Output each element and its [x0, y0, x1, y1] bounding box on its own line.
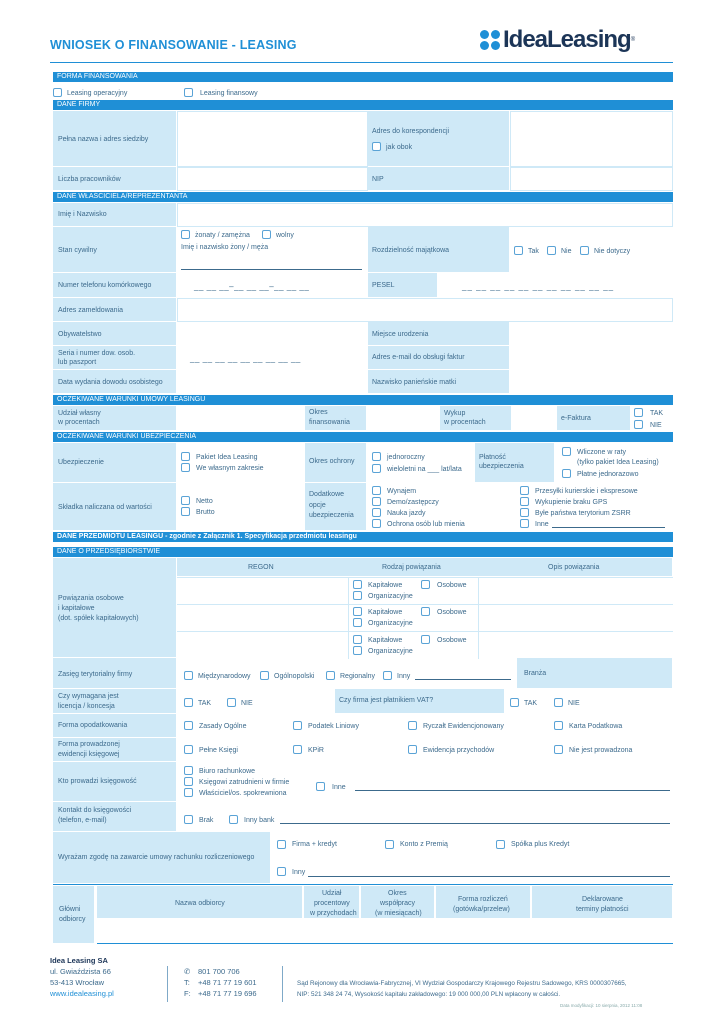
kto-inne-line[interactable]: [355, 790, 670, 791]
osob-1-checkbox[interactable]: [421, 580, 430, 589]
label-wykup-1: Wykup: [444, 410, 466, 417]
label-seria-1: Seria i numer dow. osob.: [58, 350, 136, 357]
wlasciciel-checkbox[interactable]: [184, 788, 193, 797]
label-nie-dotyczy: Nie dotyczy: [594, 248, 631, 255]
label-kap-2: Kapitałowe: [368, 609, 403, 616]
footer-street: ul. Gwiaździsta 66: [50, 967, 111, 976]
header-okres-2: współpracy: [380, 900, 416, 907]
label-ewidencja-2: ewidencji księgowej: [58, 751, 120, 758]
header-udzial-3: w przychodach: [310, 910, 357, 917]
inny-zasieg-line[interactable]: [415, 679, 511, 680]
label-stan: Stan cywilny: [58, 247, 97, 254]
section-header-umowa: OCZEKIWANE WARUNKI UMOWY LEASINGU: [53, 395, 673, 405]
label-tak: Tak: [528, 248, 539, 255]
kap-3-checkbox[interactable]: [353, 635, 362, 644]
platne-checkbox[interactable]: [562, 469, 571, 478]
correspondence-address-field[interactable]: [510, 111, 673, 167]
label-wymagana-1: Czy wymagana jest: [58, 693, 119, 700]
label-wymagana-2: licencja / koncesja: [58, 703, 115, 710]
kto-inne-checkbox[interactable]: [316, 782, 325, 791]
label-zgoda: Wyrażam zgodę na zawarcie umowy rachunku rozliczeniowego: [58, 854, 255, 861]
label-cell: [368, 111, 510, 167]
label-kap-1: Kapitałowe: [368, 582, 403, 589]
efaktura-nie-checkbox[interactable]: [634, 420, 643, 429]
label-ef-nie: NIE: [650, 422, 662, 429]
label-seria-2: lub paszport: [58, 359, 97, 366]
label-vat-nie: NIE: [568, 700, 580, 707]
wieloletni-checkbox[interactable]: [372, 464, 381, 473]
label-forma-opodatkowania: Forma opodatkowania: [58, 722, 128, 729]
nauka-checkbox[interactable]: [372, 508, 381, 517]
footer-www-link[interactable]: www.idealeasing.pl: [50, 989, 114, 998]
jednoroczny-checkbox[interactable]: [372, 452, 381, 461]
miedz-checkbox[interactable]: [184, 671, 193, 680]
liniowy-checkbox[interactable]: [293, 721, 302, 730]
header-forma-2: (gotówka/przelew): [453, 906, 510, 913]
table-top-rule: [53, 884, 673, 885]
label-nauka: Nauka jazdy: [387, 510, 426, 517]
ksiegowi-checkbox[interactable]: [184, 777, 193, 786]
rozdz-niedot-checkbox[interactable]: [580, 246, 589, 255]
label-cell: [368, 167, 510, 191]
label-udzial-1: Udział własny: [58, 410, 101, 417]
label-brutto: Brutto: [196, 509, 215, 516]
label-platne: Płatne jednorazowo: [577, 471, 639, 478]
label-zasieg: Zasięg terytorialny firmy: [58, 671, 133, 678]
phone-field[interactable]: __ __ __–__ __ __–__ __ __: [194, 282, 310, 291]
label-wliczone-2: (tylko pakiet Idea Leasing): [577, 459, 659, 466]
pelne-checkbox[interactable]: [184, 745, 193, 754]
kap-2-checkbox[interactable]: [353, 607, 362, 616]
label-osob-3: Osobowe: [437, 637, 467, 644]
header-deklarowane-2: terminy płatności: [576, 906, 629, 913]
label-wykup-2: w procentach: [444, 419, 486, 426]
label-pesel: PESEL: [372, 282, 395, 289]
label-wieloletni: wieloletni na ___ lat/lata: [387, 466, 462, 473]
kap-1-checkbox[interactable]: [353, 580, 362, 589]
label-licencja-nie: NIE: [241, 700, 253, 707]
label-powiazania-1: Powiązania osobowe: [58, 595, 124, 602]
label-ewid-przych: Ewidencja przychodów: [423, 747, 495, 754]
label-email: Adres e-mail do obsługi faktur: [372, 354, 465, 361]
label-wliczone-1: Wliczone w raty: [577, 449, 627, 456]
label-kontakt-1: Kontakt do księgowości: [58, 807, 132, 814]
ochrona-checkbox[interactable]: [372, 519, 381, 528]
pakiet-checkbox[interactable]: [181, 452, 190, 461]
idea-leasing-logo: IdeaLeasing ®: [480, 26, 635, 54]
label-ryczalt: Ryczałt Ewidencjonowany: [423, 723, 504, 730]
id-number-field[interactable]: __ __ __ __ __ __ __ __ __: [190, 354, 301, 363]
label-ochrona: Ochrona osób lub mienia: [387, 521, 465, 528]
label-ogolno: Ogólnopolski: [274, 673, 315, 680]
vat-tak-checkbox[interactable]: [510, 698, 519, 707]
spolka-plus-checkbox[interactable]: [496, 840, 505, 849]
footer-divider-2: [282, 966, 283, 1002]
employees-field[interactable]: [177, 167, 368, 191]
label-data-dowodu: Data wydania dowodu osobistego: [58, 379, 163, 386]
label-skladka: Składka naliczana od wartości: [58, 504, 152, 511]
label-zameldowanie: Adres zameldowania: [58, 307, 123, 314]
label-ef-tak: TAK: [650, 410, 664, 417]
label-konto-premia: Konto z Premią: [400, 841, 448, 848]
label-wlasny: We własnym zakresie: [196, 465, 264, 472]
wliczone-checkbox[interactable]: [562, 447, 571, 456]
full-name-field[interactable]: [177, 203, 673, 227]
header-forma-1: Forma rozliczeń: [458, 896, 508, 903]
label-kto: Kto prowadzi księgowość: [58, 778, 137, 785]
label-karta: Karta Podatkowa: [569, 723, 623, 730]
wlasny-checkbox[interactable]: [181, 463, 190, 472]
label-osob-2: Osobowe: [437, 609, 467, 616]
osob-2-checkbox[interactable]: [421, 607, 430, 616]
licencja-tak-checkbox[interactable]: [184, 698, 193, 707]
efaktura-tak-checkbox[interactable]: [634, 408, 643, 417]
org-1-checkbox[interactable]: [353, 591, 362, 600]
section-header-ubezpieczenie: OCZEKIWANE WARUNKI UBEZPIECZENIA: [53, 432, 673, 442]
top-divider: [50, 62, 673, 63]
label-inny-bank: Inny bank: [244, 817, 275, 824]
inny-zasieg-checkbox[interactable]: [383, 671, 392, 680]
label-single: wolny: [276, 232, 294, 239]
header-okres-3: (w miesiącach): [375, 910, 422, 917]
zasady-checkbox[interactable]: [184, 721, 193, 730]
label-biuro: Biuro rachunkowe: [199, 768, 256, 775]
brak-checkbox[interactable]: [184, 815, 193, 824]
label-region: Regionalny: [340, 673, 376, 680]
ryczalt-checkbox[interactable]: [408, 721, 417, 730]
label-osob-1: Osobowe: [437, 582, 467, 589]
firma-kredyt-checkbox[interactable]: [277, 840, 286, 849]
label-brak: Brak: [199, 817, 214, 824]
ewid-przych-checkbox[interactable]: [408, 745, 417, 754]
leasing-operacyjny-checkbox[interactable]: [53, 88, 62, 97]
kpir-checkbox[interactable]: [293, 745, 302, 754]
footer-legal-2: NIP: 521 348 24 74, Wysokość kapitału zakładowego: 19 000 000,00 PLN wpłacony w całości.: [297, 991, 561, 998]
zsrr-checkbox[interactable]: [520, 508, 529, 517]
vat-nie-checkbox[interactable]: [554, 698, 563, 707]
label-married: żonaty / zamężna: [195, 232, 250, 239]
brutto-checkbox[interactable]: [181, 507, 190, 516]
label-same-address: jak obok: [386, 144, 413, 151]
label-org-2: Organizacyjne: [368, 620, 413, 627]
label-zgoda-inny: Inny: [292, 869, 306, 876]
label-powiazania-2: i kapitałowe: [58, 605, 95, 612]
inne-checkbox[interactable]: [520, 519, 529, 528]
married-checkbox[interactable]: [181, 230, 190, 239]
ogolno-checkbox[interactable]: [260, 671, 269, 680]
label-glowni-1: Główni: [59, 906, 81, 913]
licencja-nie-checkbox[interactable]: [227, 698, 236, 707]
rozdz-nie-checkbox[interactable]: [547, 246, 556, 255]
label-udzial-2: w procentach: [58, 419, 100, 426]
label-platnosc-1: Płatność: [479, 454, 506, 461]
label-branza: Branża: [524, 670, 547, 677]
org-2-checkbox[interactable]: [353, 618, 362, 627]
footer-t-label: T:: [184, 978, 190, 987]
gps-checkbox[interactable]: [520, 497, 529, 506]
col-opis: Opis powiązania: [548, 564, 600, 571]
label-firma-kredyt: Firma + kredyt: [292, 841, 337, 848]
leasing-finansowy-label: Leasing finansowy: [200, 90, 258, 97]
label-org-3: Organizacyjne: [368, 648, 413, 655]
col-rodzaj: Rodzaj powiązania: [382, 564, 441, 571]
label-nieprowadzona: Nie jest prowadzona: [569, 747, 633, 754]
header-nazwa: Nazwa odbiorcy: [175, 900, 225, 907]
label-zasady: Zasady Ogólne: [199, 723, 247, 730]
label-netto: Netto: [196, 498, 213, 505]
label-pelne: Pełne Księgi: [199, 747, 238, 754]
label-nip: NIP: [372, 176, 384, 183]
footer-phone: 801 700 706: [198, 967, 240, 976]
label-org-1: Organizacyjne: [368, 593, 413, 600]
label-correspondence: Adres do korespondencji: [372, 128, 450, 135]
kontakt-line[interactable]: [280, 823, 670, 824]
label-spolka-plus: Spółka plus Kredyt: [511, 841, 570, 848]
same-address-checkbox[interactable]: [372, 142, 381, 151]
label-employees: Liczba pracowników: [58, 176, 121, 183]
section-header-forma: FORMA FINANSOWANIA: [53, 72, 673, 82]
konto-premia-checkbox[interactable]: [385, 840, 394, 849]
nieprowadzona-checkbox[interactable]: [554, 745, 563, 754]
section-header-wlasciciel: DANE WŁAŚCICIELA/REPREZENTANTA: [53, 192, 673, 202]
przesylki-checkbox[interactable]: [520, 486, 529, 495]
org-3-checkbox[interactable]: [353, 646, 362, 655]
label-liniowy: Podatek Liniowy: [308, 723, 359, 730]
label-zsrr: Byłe państwa terytorium ZSRR: [535, 510, 631, 517]
page-title: WNIOSEK O FINANSOWANIE - LEASING: [50, 38, 297, 52]
footer-contacts: [184, 966, 257, 999]
label-pakiet: Pakiet Idea Leasing: [196, 454, 258, 461]
footer-legal-1: Sąd Rejonowy dla Wrocławia-Fabrycznej, VI Wydział Gospodarczy Krajowego Rejestru Sadowego, KRS 0000307665,: [297, 980, 627, 987]
col-regon: REGON: [248, 564, 274, 571]
footer-city: 53-413 Wrocław: [50, 978, 105, 987]
leasing-operacyjny-label: Leasing operacyjny: [67, 90, 128, 97]
leasing-finansowy-checkbox[interactable]: [184, 88, 193, 97]
footer-modified: Data modyfikacji: 10 sierpnia, 2012 11:08: [560, 1003, 643, 1008]
logo-dots-icon: [480, 30, 500, 50]
label-company-name: Pełna nazwa i adres siedziby: [58, 136, 149, 143]
label-inne: Inne: [535, 521, 549, 528]
label-ewidencja-1: Forma prowadzonej: [58, 741, 120, 748]
netto-checkbox[interactable]: [181, 496, 190, 505]
label-przesylki: Przesyłki kurierskie i ekspresowe: [535, 488, 638, 495]
header-deklarowane-1: Deklarowane: [582, 896, 623, 903]
label-ubezpieczenie: Ubezpieczenie: [58, 459, 104, 466]
section-header-przedsiebiorstwo: DANE O PRZEDSIĘBIORSTWIE: [53, 547, 673, 557]
label-platnosc-2: ubezpieczenia: [479, 463, 524, 470]
header-udzial-1: Udział: [322, 890, 342, 897]
label-phone: Numer telefonu komórkowego: [58, 282, 152, 289]
inne-line[interactable]: [552, 527, 665, 528]
region-checkbox[interactable]: [326, 671, 335, 680]
demo-checkbox[interactable]: [372, 497, 381, 506]
footer-f-label: F:: [184, 989, 191, 998]
label-vat-tak: TAK: [524, 700, 538, 707]
label-glowni-2: odbiorcy: [59, 916, 86, 923]
osob-3-checkbox[interactable]: [421, 635, 430, 644]
label-kto-inne: Inne: [332, 784, 346, 791]
label-kap-3: Kapitałowe: [368, 637, 403, 644]
label-powiazania-3: (dot. spółek kapitałowych): [58, 615, 139, 622]
label-ksiegowi: Księgowi zatrudnieni w firmie: [199, 779, 290, 786]
wynajem-checkbox[interactable]: [372, 486, 381, 495]
label-dodatkowe-3: ubezpieczenia: [309, 512, 354, 519]
label-miejsce: Miejsce urodzenia: [372, 331, 429, 338]
company-name-field[interactable]: [177, 111, 368, 167]
zgoda-inny-line[interactable]: [308, 876, 670, 877]
label-kpir: KPiR: [308, 747, 324, 754]
phone-icon: ✆: [184, 967, 191, 976]
label-obywatelstwo: Obywatelstwo: [58, 331, 102, 338]
label-licencja-tak: TAK: [198, 700, 212, 707]
label-okres-ochrony: Okres ochrony: [309, 458, 355, 465]
pesel-field[interactable]: __ __ __ __ __ __ __ __ __ __ __: [462, 282, 615, 291]
spouse-line[interactable]: [181, 269, 362, 270]
label-rozdzielnosc: Rozdzielność majątkowa: [372, 247, 450, 254]
header-udzial-2: procentowy: [314, 900, 350, 907]
odbiorcy-row[interactable]: [97, 920, 673, 944]
label-wynajem: Wynajem: [387, 488, 417, 495]
karta-checkbox[interactable]: [554, 721, 563, 730]
footer-legal: [297, 978, 673, 1000]
label-okres-2: finansowania: [309, 419, 350, 426]
registered-address-field[interactable]: [177, 298, 673, 322]
label-matki: Nazwisko panieńskie matki: [372, 379, 457, 386]
footer-company: Idea Leasing SA: [50, 956, 108, 965]
label-inny-zasieg: Inny: [397, 673, 411, 680]
header-okres-1: Okres: [388, 890, 407, 897]
label-efaktura: e-Faktura: [561, 415, 591, 422]
label-nie: Nie: [561, 248, 572, 255]
label-okres-1: Okres: [309, 409, 328, 416]
biuro-checkbox[interactable]: [184, 766, 193, 775]
label-dodatkowe-1: Dodatkowe: [309, 491, 345, 498]
label-wlasciciel: Właściciel/os. spokrewniona: [199, 790, 287, 797]
footer-divider: [167, 966, 168, 1002]
single-checkbox[interactable]: [262, 230, 271, 239]
label-spouse: Imię i nazwisko żony / męża: [181, 244, 269, 251]
nip-field[interactable]: [510, 167, 673, 191]
section-header-dane-firmy: DANE FIRMY: [53, 100, 673, 110]
inny-bank-checkbox[interactable]: [229, 815, 238, 824]
label-vat: Czy firma jest płatnikiem VAT?: [339, 697, 434, 704]
footer-address: [50, 955, 114, 999]
footer-tel: +48 71 77 19 601: [198, 978, 257, 987]
label-miedz: Międzynarodowy: [198, 673, 251, 680]
label-dodatkowe-2: opcje: [309, 502, 326, 509]
section-header-przedmiot: DANE PRZEDMIOTU LEASINGU - zgodnie z Załącznik 1. Specyfikacja przedmiotu leasingu: [53, 532, 673, 542]
label-kontakt-2: (telefon, e-mail): [58, 817, 107, 824]
label-imie: Imię i Nazwisko: [58, 211, 107, 218]
zgoda-inny-checkbox[interactable]: [277, 867, 286, 876]
logo-text: IdeaLeasing: [503, 26, 631, 53]
label-demo: Demo/zastępczy: [387, 499, 439, 506]
footer-fax: +48 71 77 19 696: [198, 989, 257, 998]
label-gps: Wykupienie braku GPS: [535, 499, 608, 506]
powiazania-table: [177, 577, 673, 658]
rozdz-tak-checkbox[interactable]: [514, 246, 523, 255]
label-jednoroczny: jednoroczny: [387, 454, 425, 461]
